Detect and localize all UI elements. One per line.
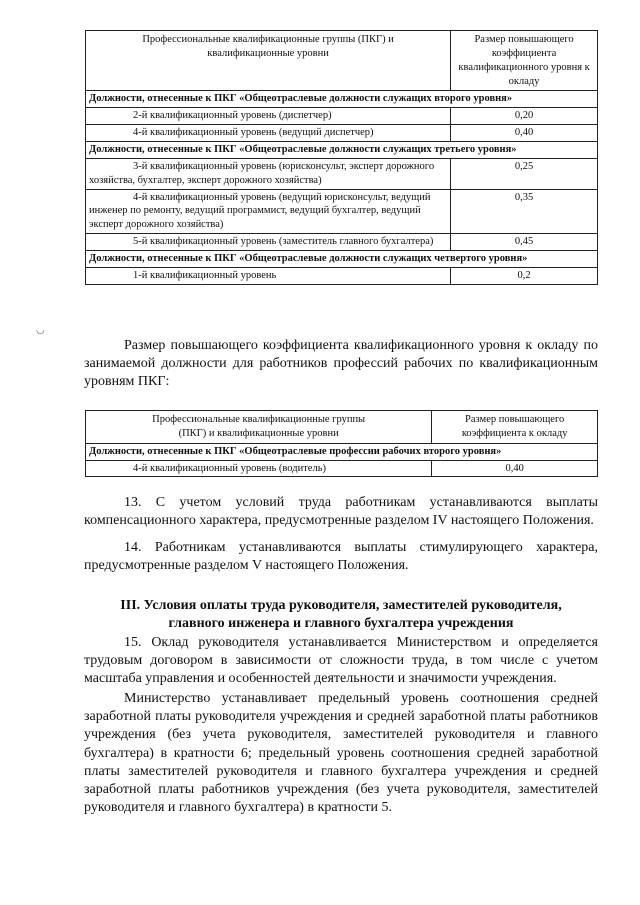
table-row — [86, 158, 598, 189]
header-cell-coefficient: Размер повышающего коэффициента к окладу — [432, 411, 598, 444]
paragraph-ministry-text: Министерство устанавливает предельный уровень соотношения средней заработной платы руководителя учреждения и средней заработной платы работников учреждения (без учета руководителя, заместителей руководителя и главного бухгалтера) в кратности 6; предельный уровень соотношения средней заработной платы заместителей руководителя и главного бухгалтера учреждения и средней заработной платы работников учреждения (без учета руководителя, заместителей руководителя и главного бухгалтера) в кратности 5. — [84, 691, 598, 816]
coef-cell: 0,35 — [451, 189, 598, 234]
group-title: Должности, отнесенные к ПКГ «Общеотраслевые должности служащих третьего уровня» — [86, 142, 598, 159]
header-cell-groups: Профессиональные квалификационные группы (ПКГ) и квалификационные уровни — [86, 411, 432, 444]
table-row — [86, 125, 598, 142]
header-cell-coefficient: Размер повышающего коэффициента квалификационного уровня к окладу — [451, 31, 598, 91]
group-title: Должности, отнесенные к ПКГ «Общеотраслевые профессии рабочих второго уровня» — [86, 443, 598, 460]
table-header-row — [86, 411, 598, 444]
paragraph-15-text: 15. Оклад руководителя устанавливается Министерством и определяется трудовым договором в зависимости от сложности труда, в том числе с учетом масштаба управления и особенностей деятельности и значимости учреждения. — [84, 635, 598, 687]
paragraph-14 — [84, 539, 598, 575]
level-text: 2-й квалификационный уровень (диспетчер) — [133, 110, 332, 122]
level-cell — [86, 460, 432, 477]
coefficients-table-employees — [85, 30, 598, 285]
table-row — [86, 460, 598, 477]
table-row — [86, 108, 598, 125]
level-text: 4-й квалификационный уровень (водитель) — [133, 462, 326, 474]
level-text: 4-й квалификационный уровень (ведущий юрисконсульт, ведущий инженер по ремонту, ведущий программист, ведущий бухгалтер, ведущий эксперт дорожного хозяйства) — [89, 191, 431, 231]
paragraph-intro — [84, 337, 598, 392]
paragraph-13-text: 13. С учетом условий труда работникам устанавливаются выплаты компенсационного характера, предусмотренные разделом IV настоящего Положения. — [84, 495, 598, 529]
level-cell — [86, 267, 451, 284]
level-cell — [86, 125, 451, 142]
paragraph-intro-text: Размер повышающего коэффициента квалификационного уровня к окладу по занимаемой должности для работников профессий рабочих по квалификационным уровням ПКГ: — [84, 338, 598, 390]
coef-cell: 0,40 — [451, 125, 598, 142]
table-row — [86, 267, 598, 284]
coefficients-table-workers — [85, 410, 598, 477]
scan-mark: ◡ — [36, 325, 45, 336]
group-title: Должности, отнесенные к ПКГ «Общеотраслевые должности служащих второго уровня» — [86, 91, 598, 108]
table-row — [86, 189, 598, 234]
group-row — [86, 91, 598, 108]
level-text: 1-й квалификационный уровень — [133, 269, 277, 281]
level-text: 3-й квалификационный уровень (юрисконсульт, эксперт дорожного хозяйства, бухгалтер, эксперт дорожного хозяйства) — [89, 160, 435, 186]
table-header-row — [86, 31, 598, 91]
paragraph-13 — [84, 494, 598, 530]
paragraph-14-text: 14. Работникам устанавливаются выплаты стимулирующего характера, предусмотренные разделом V настоящего Положения. — [84, 540, 598, 574]
level-cell — [86, 234, 451, 251]
level-cell — [86, 108, 451, 125]
section-heading: III. Условия оплаты труда руководителя, заместителей руководителя, главного инженера и главного бухгалтера учреждения — [120, 598, 562, 631]
level-text: 5-й квалификационный уровень (заместитель главного бухгалтера) — [133, 236, 434, 248]
paragraph-ministry — [84, 690, 598, 817]
level-cell — [86, 189, 451, 234]
coef-cell: 0,20 — [451, 108, 598, 125]
level-text: 4-й квалификационный уровень (ведущий диспетчер) — [133, 127, 374, 139]
coef-cell: 0,25 — [451, 158, 598, 189]
group-title: Должности, отнесенные к ПКГ «Общеотраслевые должности служащих четвертого уровня» — [86, 251, 598, 268]
table-row — [86, 234, 598, 251]
level-cell — [86, 158, 451, 189]
coef-cell: 0,2 — [451, 267, 598, 284]
coef-cell: 0,45 — [451, 234, 598, 251]
paragraph-15 — [84, 634, 598, 689]
coef-cell: 0,40 — [432, 460, 598, 477]
group-row — [86, 251, 598, 268]
header-cell-groups: Профессиональные квалификационные группы (ПКГ) и квалификационные уровни — [86, 31, 451, 91]
group-row — [86, 443, 598, 460]
group-row — [86, 142, 598, 159]
